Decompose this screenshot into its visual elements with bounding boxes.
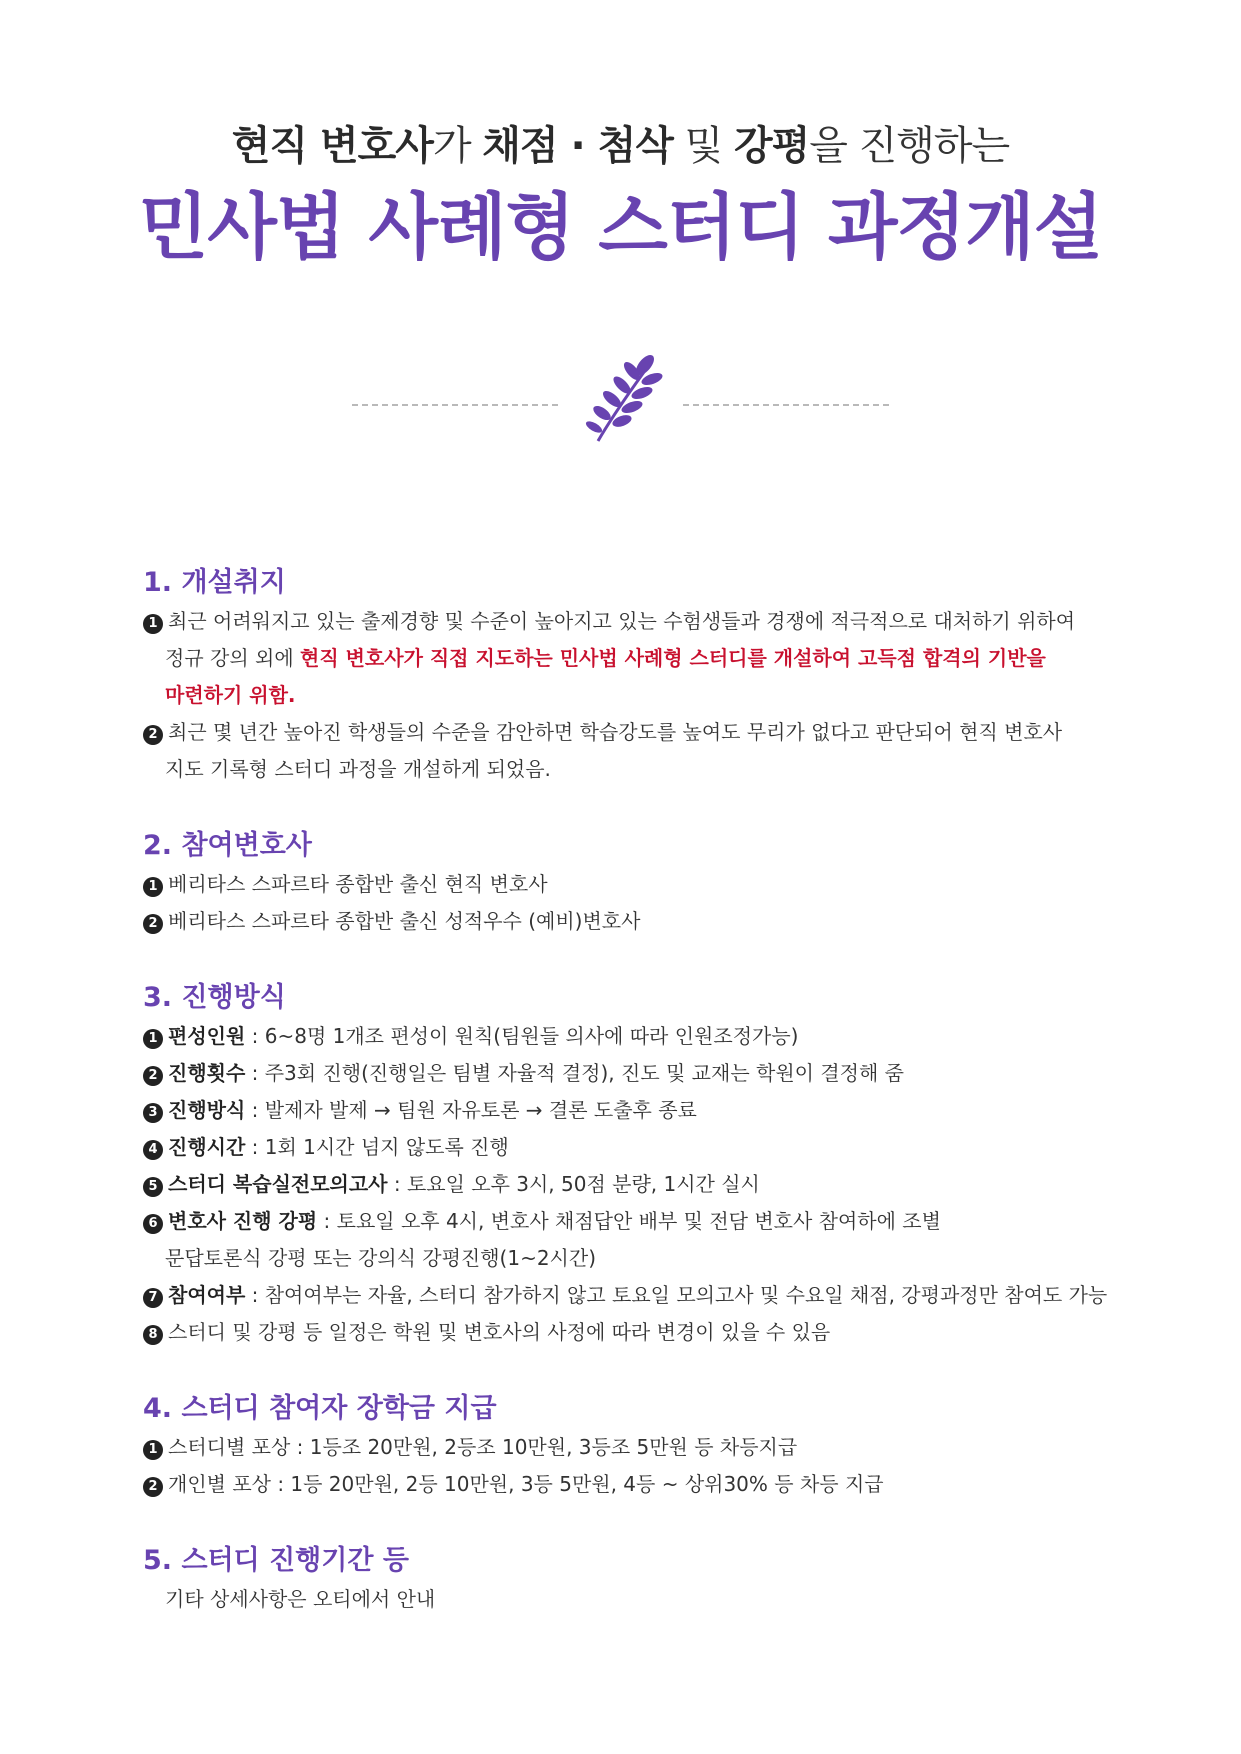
item-text: : 6~8명 1개조 편성이 원칙(팀원들 의사에 따라 인원조정가능) — [245, 1024, 799, 1048]
item-label: 진행시간 — [168, 1135, 246, 1159]
main-content — [143, 563, 1143, 1618]
item-label: 참여여부 — [168, 1283, 246, 1307]
number-badge-icon: 2 — [143, 1066, 163, 1086]
number-badge-icon: 1 — [143, 877, 163, 897]
list-item-line — [143, 1429, 1143, 1466]
list-item-line — [143, 714, 1143, 751]
item-text: 문답토론식 강평 또는 강의식 강평진행(1~2시간) — [165, 1246, 597, 1270]
subtitle-part: 을 진행하는 — [809, 123, 1010, 169]
item-text: 지도 기록형 스터디 과정을 개설하게 되었음. — [165, 757, 551, 781]
item-text: : 1회 1시간 넘지 않도록 진행 — [245, 1135, 509, 1159]
number-badge-icon: 7 — [143, 1288, 163, 1308]
item-text: : 토요일 오후 3시, 50점 분량, 1시간 실시 — [387, 1172, 760, 1196]
page-header — [0, 118, 1241, 270]
leaf-icon — [572, 355, 668, 445]
list-item-line — [143, 1314, 1143, 1351]
section — [143, 826, 1143, 940]
highlighted-text: 마련하기 위함. — [165, 683, 296, 707]
highlighted-text: 현직 변호사가 직접 지도하는 민사법 사례형 스터디를 개설하여 고득점 합격의 기반을 — [300, 646, 1046, 670]
list-item-line — [143, 640, 1143, 677]
dashed-line-left — [352, 404, 558, 406]
page-subtitle — [0, 118, 1241, 174]
list-item-line — [143, 866, 1143, 903]
list-item-line — [143, 1129, 1143, 1166]
list-item-line — [143, 677, 1143, 714]
item-text: 기타 상세사항은 오티에서 안내 — [165, 1587, 436, 1611]
number-badge-icon: 2 — [143, 1477, 163, 1497]
section-heading: 1. 개설취지 — [143, 567, 286, 598]
item-label: 진행방식 — [168, 1098, 246, 1122]
item-label: 편성인원 — [168, 1024, 246, 1048]
subtitle-part: 강평 — [733, 123, 810, 169]
number-badge-icon: 1 — [143, 1029, 163, 1049]
item-text: : 주3회 진행(진행일은 팀별 자율적 결정), 진도 및 교재는 학원이 결정해 줌 — [245, 1061, 904, 1085]
subtitle-part: 가 — [432, 123, 483, 169]
list-item-line — [143, 1240, 1143, 1277]
list-item-line — [143, 1055, 1143, 1092]
number-badge-icon: 1 — [143, 614, 163, 634]
subtitle-part: 현직 변호사 — [231, 123, 433, 169]
number-badge-icon: 6 — [143, 1214, 163, 1234]
item-text: 최근 어려워지고 있는 출제경향 및 수준이 높아지고 있는 수험생들과 경쟁에 적극적으로 대처하기 위하여 — [168, 609, 1076, 633]
item-text: 스터디 및 강평 등 일정은 학원 및 변호사의 사정에 따라 변경이 있을 수 있음 — [168, 1320, 831, 1344]
item-text: 최근 몇 년간 높아진 학생들의 수준을 감안하면 학습강도를 높여도 무리가 없다고 판단되어 현직 변호사 — [168, 720, 1063, 744]
section — [143, 1389, 1143, 1503]
section-heading: 2. 참여변호사 — [143, 830, 312, 861]
item-text: : 발제자 발제 → 팀원 자유토론 → 결론 도출후 종료 — [245, 1098, 697, 1122]
dashed-line-right — [683, 404, 889, 406]
number-badge-icon: 8 — [143, 1325, 163, 1345]
number-badge-icon: 4 — [143, 1140, 163, 1160]
list-item-line — [143, 1166, 1143, 1203]
list-item-line — [143, 903, 1143, 940]
number-badge-icon: 2 — [143, 914, 163, 934]
item-text: : 토요일 오후 4시, 변호사 채점답안 배부 및 전담 변호사 참여하에 조별 — [317, 1209, 941, 1233]
number-badge-icon: 3 — [143, 1103, 163, 1123]
list-item-line — [143, 1277, 1143, 1314]
list-item-line — [143, 1466, 1143, 1503]
ornament-divider — [0, 355, 1241, 445]
item-label: 진행횟수 — [168, 1061, 246, 1085]
page-title: 민사법 사례형 스터디 과정개설 — [138, 185, 1103, 269]
subtitle-part: 채점 · 첨삭 — [482, 123, 673, 169]
number-badge-icon: 1 — [143, 1440, 163, 1460]
list-item-line — [143, 1092, 1143, 1129]
item-label: 변호사 진행 강평 — [168, 1209, 318, 1233]
item-text: 베리타스 스파르타 종합반 출신 현직 변호사 — [168, 872, 548, 896]
subtitle-part: 및 — [672, 123, 734, 169]
item-label: 스터디 복습실전모의고사 — [168, 1172, 388, 1196]
item-text: : 참여여부는 자율, 스터디 참가하지 않고 토요일 모의고사 및 수요일 채점, 강평과정만 참여도 가능 — [245, 1283, 1108, 1307]
list-item-line — [143, 751, 1143, 788]
section-heading: 4. 스터디 참여자 장학금 지급 — [143, 1393, 497, 1424]
list-item-line — [143, 1018, 1143, 1055]
number-badge-icon: 5 — [143, 1177, 163, 1197]
section-heading: 5. 스터디 진행기간 등 — [143, 1545, 409, 1576]
item-text: 정규 강의 외에 — [165, 646, 300, 670]
number-badge-icon: 2 — [143, 725, 163, 745]
item-text: 베리타스 스파르타 종합반 출신 성적우수 (예비)변호사 — [168, 909, 641, 933]
section — [143, 563, 1143, 788]
section-heading: 3. 진행방식 — [143, 982, 286, 1013]
item-text: 스터디별 포상 : 1등조 20만원, 2등조 10만원, 3등조 5만원 등 차등지급 — [168, 1435, 798, 1459]
list-item-line — [143, 603, 1143, 640]
section — [143, 1541, 1143, 1618]
item-text: 개인별 포상 : 1등 20만원, 2등 10만원, 3등 5만원, 4등 ~ 상위30% 등 차등 지급 — [168, 1472, 884, 1496]
section — [143, 978, 1143, 1351]
list-item-line — [143, 1203, 1143, 1240]
list-item-line — [143, 1581, 1143, 1618]
